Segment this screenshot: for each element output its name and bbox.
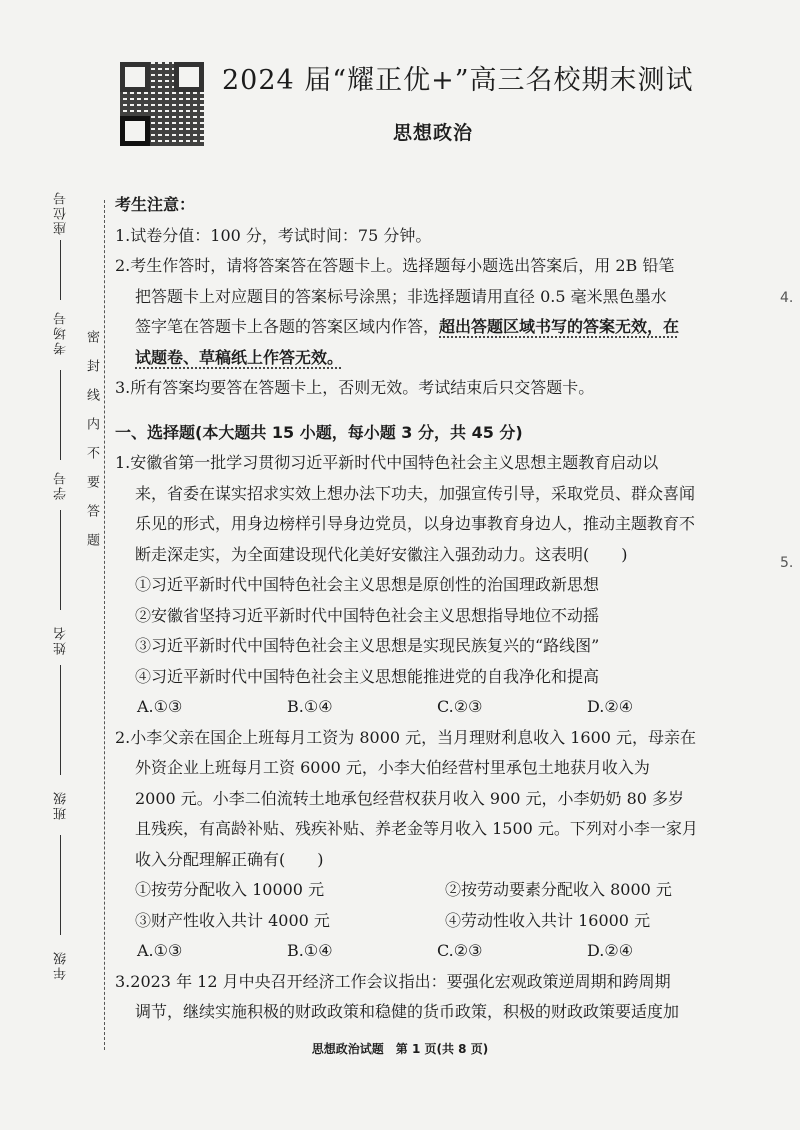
notice-item: 3.所有答案均要答在答题卡上，否则无效。考试结束后只交答题卡。 (115, 378, 595, 397)
exam-title: 2024 届“耀正优+”高三名校期末测试 (222, 65, 694, 96)
margin-number-5: 5. (780, 555, 794, 571)
question-2-line: 且残疾，有高龄补贴、残疾补贴、养老金等月收入 1500 元。下列对小李一家月 (135, 819, 698, 838)
question-1-line: 1.安徽省第一批学习贯彻习近平新时代中国特色社会主义思想主题教育启动以 (115, 453, 659, 472)
option-d: D.②④ (587, 941, 634, 960)
notice-item-row (115, 312, 765, 343)
question-1-item: ②安徽省坚持习近平新时代中国特色社会主义思想指导地位不动摇 (135, 605, 600, 625)
side-name-label: 姓名 (54, 625, 69, 655)
question-1-line: 断走深走实，为全面建设现代化美好安徽注入强劲动力。这表明( ) (135, 544, 628, 564)
option-c: C.②③ (437, 941, 483, 960)
side-seat-line (60, 240, 61, 300)
side-studentno-label: 学号 (54, 470, 69, 500)
option-d: D.②④ (587, 697, 634, 716)
seal-dashed-line (104, 200, 105, 1050)
question-2-line: 收入分配理解正确有( ) (135, 849, 324, 869)
exam-content (115, 190, 765, 1028)
seal-line-text: 密封线内不要答题 (84, 330, 99, 562)
option-b: B.①④ (287, 941, 333, 960)
side-class-label: 班级 (54, 790, 69, 820)
question-2-item: ④劳动性收入共计 16000 元 (445, 910, 651, 930)
subject-title: 思想政治 (393, 122, 474, 144)
question-2-line: 外资企业上班每月工资 6000 元，小李大伯经营村里承包土地获月收入为 (135, 758, 650, 777)
question-2-item: ①按劳分配收入 10000 元 (135, 880, 325, 899)
option-a: A.①③ (137, 941, 183, 960)
side-name-line (60, 665, 61, 775)
notice-title: 考生注意： (115, 195, 196, 214)
side-grade-label: 年级 (54, 950, 69, 980)
side-studentno-line (60, 510, 61, 610)
margin-number-4: 4. (780, 290, 794, 306)
qr-code-finder (120, 116, 150, 146)
notice-emphasis: 超出答题区域书写的答案无效，在 (439, 317, 680, 336)
question-2-options (115, 936, 765, 967)
side-seat-label: 座位号 (54, 190, 69, 235)
question-3-line: 3.2023 年 12 月中央召开经济工作会议指出：要强化宏观政策逆周期和跨周期 (115, 971, 671, 991)
question-1-line: 乐见的形式，用身边榜样引导身边党员，以身边事教育身边人，推动主题教育不 (135, 514, 696, 533)
option-c: C.②③ (437, 697, 483, 716)
question-2-line: 2.小李父亲在国企上班每月工资为 8000 元，当月理财利息收入 1600 元，母亲在 (115, 727, 697, 747)
page-footer: 思想政治试题 第 1 页(共 8 页) (311, 1042, 489, 1056)
side-room-line (60, 370, 61, 460)
notice-item: 签字笔在答题卡上各题的答案区域内作答， (135, 317, 440, 336)
question-1-item: ③习近平新时代中国特色社会主义思想是实现民族复兴的“路线图” (135, 636, 600, 655)
notice-emphasis: 试题卷、草稿纸上作答无效。 (135, 347, 344, 367)
option-a: A.①③ (137, 697, 183, 716)
side-room-label: 考场号 (54, 310, 69, 355)
question-2-items-row (115, 875, 765, 906)
notice-item: 1.试卷分值：100 分，考试时间：75 分钟。 (115, 225, 432, 245)
question-1-line: 来，省委在谋实招求实效上想办法下功夫，加强宣传引导，采取党员、群众喜闻 (135, 483, 696, 503)
question-1-item: ①习近平新时代中国特色社会主义思想是原创性的治国理政新思想 (135, 575, 600, 594)
notice-item: 把答题卡上对应题目的答案标号涂黑；非选择题请用直径 0.5 毫米黑色墨水 (135, 286, 667, 306)
question-2-line: 2000 元。小李二伯流转土地承包经营权获月收入 900 元，小李奶奶 80 多岁 (135, 788, 685, 808)
option-b: B.①④ (287, 697, 333, 716)
section-heading: 一、选择题(本大题共 15 小题，每小题 3 分，共 45 分) (115, 422, 523, 442)
question-2-item: ③财产性收入共计 4000 元 (135, 910, 330, 930)
question-3-line: 调节，继续实施积极的财政政策和稳健的货币政策，积极的财政政策要适度加 (135, 1002, 680, 1021)
question-1-item: ④习近平新时代中国特色社会主义思想能推进党的自我净化和提高 (135, 666, 600, 686)
question-1-options (115, 692, 765, 723)
question-2-item: ②按劳动要素分配收入 8000 元 (445, 880, 672, 899)
notice-item: 2.考生作答时，请将答案答在答题卡上。选择题每小题选出答案后，用 2B 铅笔 (115, 256, 675, 275)
question-2-items-row (115, 906, 765, 937)
side-class-line (60, 835, 61, 935)
